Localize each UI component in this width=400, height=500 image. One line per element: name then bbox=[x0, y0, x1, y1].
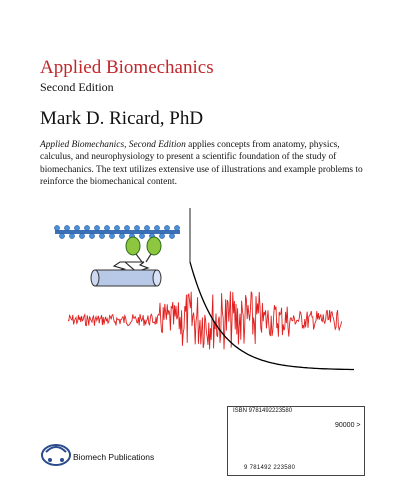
actin-bead bbox=[134, 225, 139, 230]
actin-bead bbox=[164, 225, 169, 230]
cylinder-end-left bbox=[91, 270, 99, 286]
book-title: Applied Biomechanics bbox=[40, 57, 214, 78]
price-code: 90000 > bbox=[335, 422, 361, 429]
thick-filament-cylinder bbox=[95, 270, 157, 286]
actin-bead bbox=[54, 225, 59, 230]
description-italic: Applied Biomechanics, Second Edition bbox=[40, 140, 186, 150]
actin-bead bbox=[59, 233, 64, 238]
actin-bead bbox=[139, 233, 144, 238]
actin-bead bbox=[74, 225, 79, 230]
cylinder-end-right bbox=[153, 270, 161, 286]
actin-bead bbox=[159, 233, 164, 238]
myosin-head-left bbox=[126, 237, 140, 255]
myosin-neck-right bbox=[146, 254, 151, 262]
myosin-neck-left bbox=[136, 254, 142, 262]
description-text: applies concepts from anatomy, physics, calculus, and neurophysiology to present a scientific foundation of the study of biomechanics. The text utilizes extensive use of illustrations and example problems to reinforce the biomechanical content. bbox=[40, 140, 363, 188]
myosin-head-right bbox=[147, 237, 161, 255]
actin-bead bbox=[89, 233, 94, 238]
book-edition: Second Edition bbox=[40, 80, 114, 94]
actin-bead bbox=[124, 225, 129, 230]
actin-bead bbox=[84, 225, 89, 230]
emg-signal-line bbox=[68, 291, 342, 349]
actin-bead bbox=[119, 233, 124, 238]
actin-bead bbox=[109, 233, 114, 238]
actin-myosin-illustration bbox=[54, 225, 180, 286]
publisher-name: Biomech Publications bbox=[73, 452, 155, 462]
actin-bead bbox=[64, 225, 69, 230]
actin-bead bbox=[154, 225, 159, 230]
isbn-digits: 9 781492 223580 bbox=[244, 465, 296, 471]
actin-bead bbox=[99, 233, 104, 238]
actin-bead bbox=[94, 225, 99, 230]
actin-bead bbox=[174, 225, 179, 230]
isbn-label: ISBN 9781492223580 bbox=[233, 408, 293, 414]
actin-bead bbox=[169, 233, 174, 238]
actin-bead bbox=[104, 225, 109, 230]
actin-bead bbox=[69, 233, 74, 238]
book-author: Mark D. Ricard, PhD bbox=[40, 108, 204, 129]
actin-bead bbox=[79, 233, 84, 238]
actin-bead bbox=[144, 225, 149, 230]
biomech-logo-icon bbox=[42, 445, 70, 465]
actin-bead bbox=[114, 225, 119, 230]
